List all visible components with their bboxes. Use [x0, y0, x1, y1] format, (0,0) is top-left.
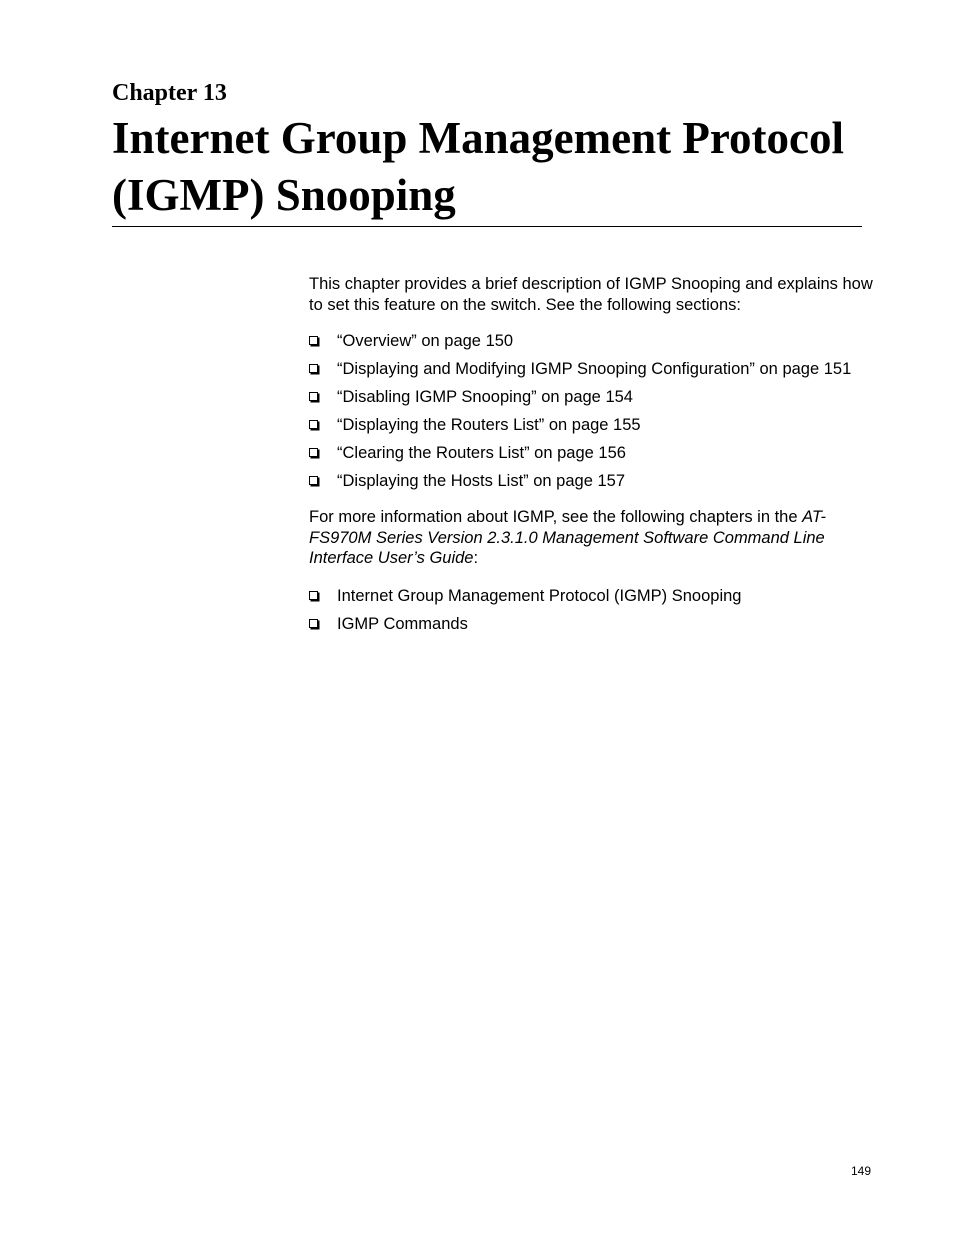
list-item[interactable]: [309, 415, 879, 443]
checkbox-bullet-icon: [309, 364, 318, 373]
checkbox-bullet-icon: [309, 619, 318, 628]
list-item: [309, 586, 879, 614]
section-link[interactable]: “Clearing the Routers List” on page 156: [337, 444, 626, 462]
more-info-prefix: For more information about IGMP, see the following chapters in the: [309, 508, 803, 526]
section-list: [309, 331, 879, 499]
related-chapter: Internet Group Management Protocol (IGMP) Snooping: [337, 586, 742, 605]
title-rule: [112, 226, 862, 227]
chapter-title-line-2: (IGMP) Snooping: [112, 170, 456, 220]
section-link[interactable]: “Displaying and Modifying IGMP Snooping Configuration” on page 151: [337, 360, 852, 378]
chapter-body: [309, 274, 879, 642]
chapter-label: Chapter 13: [112, 80, 227, 106]
list-item[interactable]: [309, 331, 879, 359]
more-info-paragraph: [309, 507, 879, 569]
section-link[interactable]: “Displaying the Routers List” on page 155: [337, 416, 641, 434]
list-item[interactable]: [309, 387, 879, 415]
related-chapter-list: [309, 586, 879, 642]
checkbox-bullet-icon: [309, 448, 318, 457]
checkbox-bullet-icon: [309, 420, 318, 429]
intro-paragraph: This chapter provides a brief description of IGMP Snooping and explains how to set this feature on the switch. See the following sections:: [309, 275, 873, 314]
list-item: [309, 614, 879, 642]
checkbox-bullet-icon: [309, 392, 318, 401]
chapter-title: [112, 110, 872, 224]
chapter-title-line-1: Internet Group Management Protocol: [112, 113, 844, 163]
list-item[interactable]: [309, 359, 879, 387]
checkbox-bullet-icon: [309, 336, 318, 345]
checkbox-bullet-icon: [309, 476, 318, 485]
more-info-suffix: :: [473, 549, 479, 567]
related-chapter: IGMP Commands: [337, 614, 468, 633]
list-item[interactable]: [309, 443, 879, 471]
page-number: 149: [851, 1164, 872, 1178]
section-link[interactable]: “Overview” on page 150: [337, 332, 514, 350]
checkbox-bullet-icon: [309, 591, 318, 600]
section-link[interactable]: “Disabling IGMP Snooping” on page 154: [337, 388, 633, 406]
section-link[interactable]: “Displaying the Hosts List” on page 157: [337, 472, 625, 490]
list-item[interactable]: [309, 471, 879, 499]
guide-title: AT-FS970M Series Version 2.3.1.0 Management Software Command Line Interface User’s Guide: [309, 508, 826, 567]
